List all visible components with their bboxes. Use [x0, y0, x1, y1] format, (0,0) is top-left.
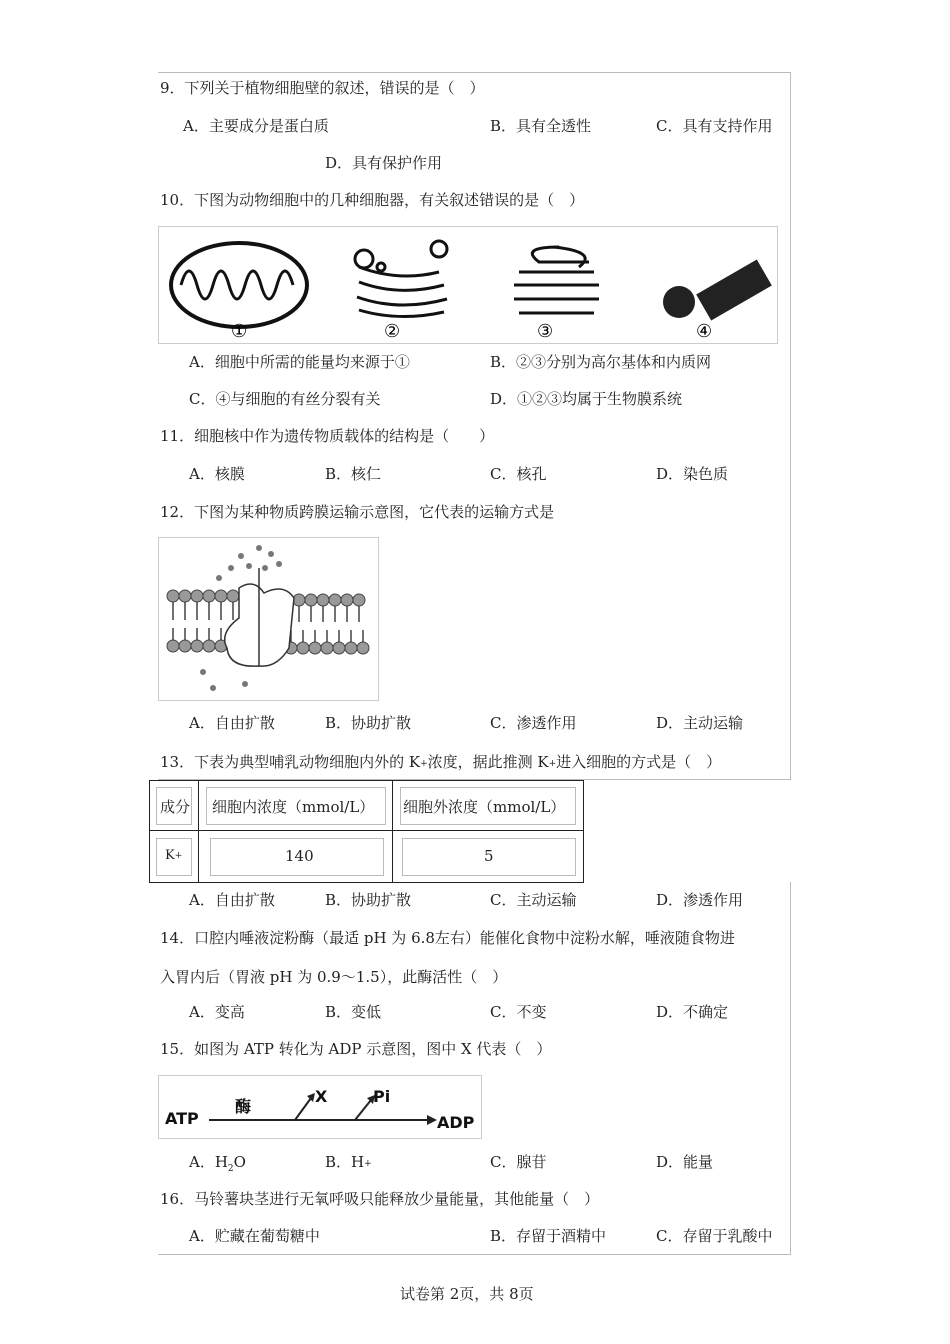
q10-option-b: B．②③分别为高尔基体和内质网	[490, 353, 712, 371]
q10-option-a: A．细胞中所需的能量均来源于①	[189, 353, 410, 371]
q14-stem-line2: 入胃内后（胃液 pH 为 0.9～1.5），此酶活性（ ）	[160, 968, 508, 986]
q14-option-c: C．不变	[490, 1003, 547, 1021]
q15-option-c: C．腺苷	[490, 1153, 547, 1171]
table-header-component: 成分	[160, 798, 191, 816]
centriole-drawing	[663, 260, 772, 321]
q13-option-a: A．自由扩散	[189, 891, 275, 909]
enzyme-label: 酶	[235, 1097, 252, 1116]
page-footer: 试卷第 2页，共 8页	[400, 1285, 534, 1303]
table-cell-outside-value: 5	[484, 847, 494, 865]
q14-option-a: A．变高	[189, 1003, 245, 1021]
table-header-outside: 细胞外浓度（mmol/L）	[403, 798, 566, 816]
er-drawing	[514, 247, 599, 313]
q16-stem: 16．马铃薯块茎进行无氧呼吸只能释放少量能量，其他能量（ ）	[160, 1190, 600, 1208]
organelle-label-3: ③	[537, 321, 554, 342]
mitochondrion-drawing	[171, 243, 307, 327]
q14-stem-line1: 14．口腔内唾液淀粉酶（最适 pH 为 6.8左右）能催化食物中淀粉水解，唾液随食物进	[160, 929, 735, 947]
q11-option-a: A．核膜	[189, 465, 245, 483]
q12-option-b: B．协助扩散	[325, 714, 412, 732]
table-cell-ion: K+	[165, 848, 183, 863]
q16-option-c: C．存留于乳酸中	[656, 1227, 773, 1245]
q9-stem: 9．下列关于植物细胞壁的叙述，错误的是（ ）	[160, 79, 485, 97]
q16-option-b: B．存留于酒精中	[490, 1227, 607, 1245]
q10-option-c: C．④与细胞的有丝分裂有关	[189, 390, 381, 408]
q16-option-a: A．贮藏在葡萄糖中	[189, 1227, 320, 1245]
q11-option-d: D．染色质	[656, 465, 729, 483]
organelle-label-2: ②	[384, 321, 401, 342]
golgi-drawing	[355, 241, 447, 317]
q9-option-a: A．主要成分是蛋白质	[183, 117, 329, 135]
q9-option-b: B．具有全透性	[490, 117, 592, 135]
q10-option-d: D．①②③均属于生物膜系统	[490, 390, 683, 408]
q9-option-c: C．具有支持作用	[656, 117, 773, 135]
atp-figure	[158, 1075, 482, 1139]
x-label: X	[315, 1087, 328, 1106]
q15-stem: 15．如图为 ATP 转化为 ADP 示意图，图中 X 代表（ ）	[160, 1040, 552, 1058]
membrane-transport-figure	[158, 537, 379, 701]
q13-stem: 13．下表为典型哺乳动物细胞内外的 K+浓度，据此推测 K+进入细胞的方式是（ ）	[160, 753, 722, 771]
q15-option-d: D．能量	[656, 1153, 714, 1171]
q11-option-b: B．核仁	[325, 465, 382, 483]
q13-option-d: D．渗透作用	[656, 891, 744, 909]
organelle-label-4: ④	[696, 321, 713, 342]
q10-stem: 10．下图为动物细胞中的几种细胞器，有关叙述错误的是（ ）	[160, 191, 585, 209]
q15-option-a: A．$H_2O$	[189, 1153, 246, 1174]
organelle-figure	[158, 226, 778, 344]
q11-option-c: C．核孔	[490, 465, 547, 483]
q14-option-b: B．变低	[325, 1003, 382, 1021]
q9-option-d: D．具有保护作用	[325, 154, 443, 172]
q12-option-a: A．自由扩散	[189, 714, 275, 732]
q12-option-d: D．主动运输	[656, 714, 744, 732]
q15-option-b: B．H+	[325, 1153, 372, 1171]
organelle-label-1: ①	[231, 321, 248, 342]
q13-option-b: B．协助扩散	[325, 891, 412, 909]
q14-option-d: D．不确定	[656, 1003, 729, 1021]
q13-option-c: C．主动运输	[490, 891, 577, 909]
q11-stem: 11．细胞核中作为遗传物质载体的结构是（ ）	[160, 427, 495, 445]
pi-label: Pi	[373, 1087, 391, 1106]
q12-option-c: C．渗透作用	[490, 714, 577, 732]
adp-label: ADP	[437, 1113, 475, 1132]
atp-label: ATP	[165, 1109, 199, 1128]
table-header-inside: 细胞内浓度（mmol/L）	[212, 798, 375, 816]
q12-stem: 12．下图为某种物质跨膜运输示意图，它代表的运输方式是	[160, 503, 555, 521]
table-cell-inside-value: 140	[285, 847, 314, 865]
